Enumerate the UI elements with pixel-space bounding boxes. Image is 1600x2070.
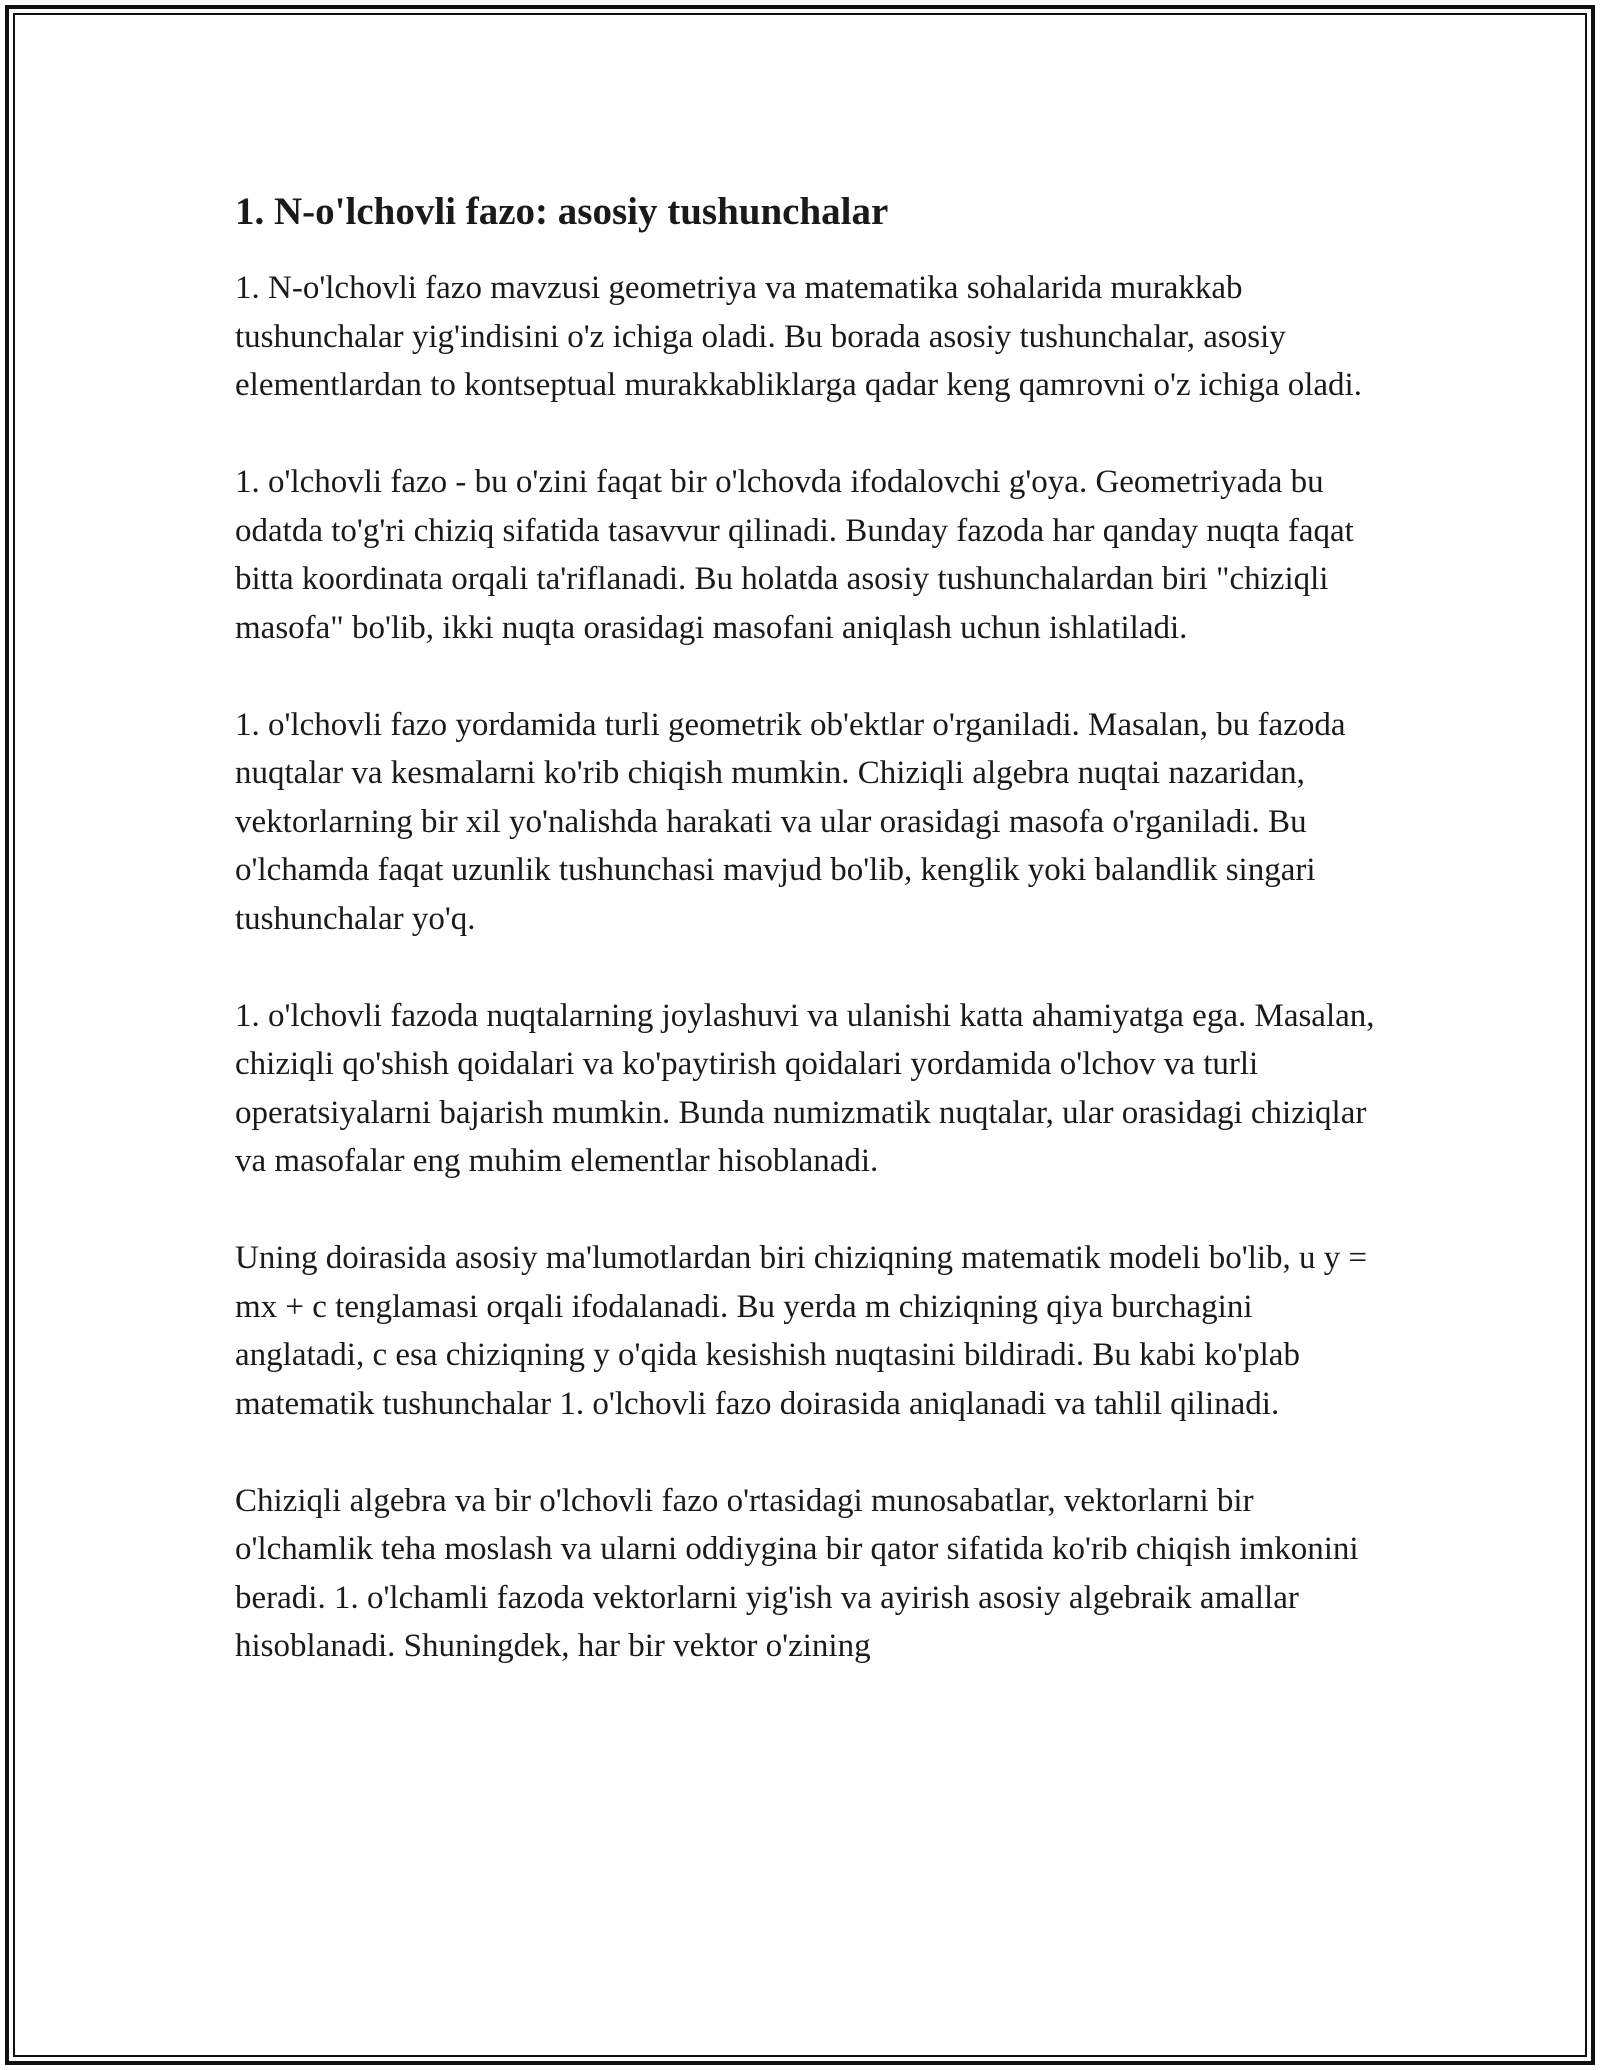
paragraph-4: 1. o'lchovli fazoda nuqtalarning joylashuvi va ulanishi katta ahamiyatga ega. Masalan, chiziqli qo'shish qoidalari va ko'paytirish qoidalari yordamida o'lchov va turli operatsiyalarni bajarish mumkin. Bunda numizmatik nuqtalar, ular orasidagi chiziqlar va masofalar eng muhim elementlar hisoblanadi. xyxy=(235,997,1375,1179)
paragraph-1: 1. N-o'lchovli fazo mavzusi geometriya va matematika sohalarida murakkab tushunchalar yig'indisini o'z ichiga oladi. Bu borada asosiy tushunchalar, asosiy elementlardan to kontseptual murakkabliklarga qadar keng qamrovni o'z ichiga oladi. xyxy=(235,270,1362,403)
paragraph-3: 1. o'lchovli fazo yordamida turli geometrik ob'ektlar o'rganiladi. Masalan, bu fazoda nuqtalar va kesmalarni ko'rib chiqish mumkin. Chiziqli algebra nuqtai nazaridan, vektorlarning bir xil yo'nalishda harakati va ular orasidagi masofa o'rganiladi. Bu o'lchamda faqat uzunlik tushunchasi mavjud bo'lib, kenglik yoki balandlik singari tushunchalar yo'q. xyxy=(235,706,1346,937)
paragraph-6: Chiziqli algebra va bir o'lchovli fazo o'rtasidagi munosabatlar, vektorlarni bir o'lchamlik teha moslash va ularni oddiygina bir qator sifatida ko'rib chiqish imkonini beradi. 1. o'lchamli fazoda vektorlarni yig'ish va ayirish asosiy algebraik amallar hisoblanadi. Shuningdek, har bir vektor o'zining xyxy=(235,1482,1359,1664)
paragraph-2: 1. o'lchovli fazo - bu o'zini faqat bir o'lchovda ifodalovchi g'oya. Geometriyada bu odatda to'g'ri chiziq sifatida tasavvur qilinadi. Bunday fazoda har qanday nuqta faqat bitta koordinata orqali ta'riflanadi. Bu holatda asosiy tushunchalardan biri "chiziqli masofa" bo'lib, ikki nuqta orasidagi masofani aniqlash uchun ishlatiladi. xyxy=(235,464,1354,646)
document-body xyxy=(235,180,1375,1719)
paragraph-5: Uning doirasida asosiy ma'lumotlardan biri chiziqning matematik modeli bo'lib, u y = mx + c tenglamasi orqali ifodalanadi. Bu yerda m chiziqning qiya burchagini anglatadi, c esa chiziqning y o'qida kesishish nuqtasini bildiradi. Bu kabi ko'plab matematik tushunchalar 1. o'lchovli fazo doirasida aniqlanadi va tahlil qilinadi. xyxy=(235,1240,1368,1422)
section-heading: 1. N-o'lchovli fazo: asosiy tushunchalar xyxy=(235,190,889,233)
